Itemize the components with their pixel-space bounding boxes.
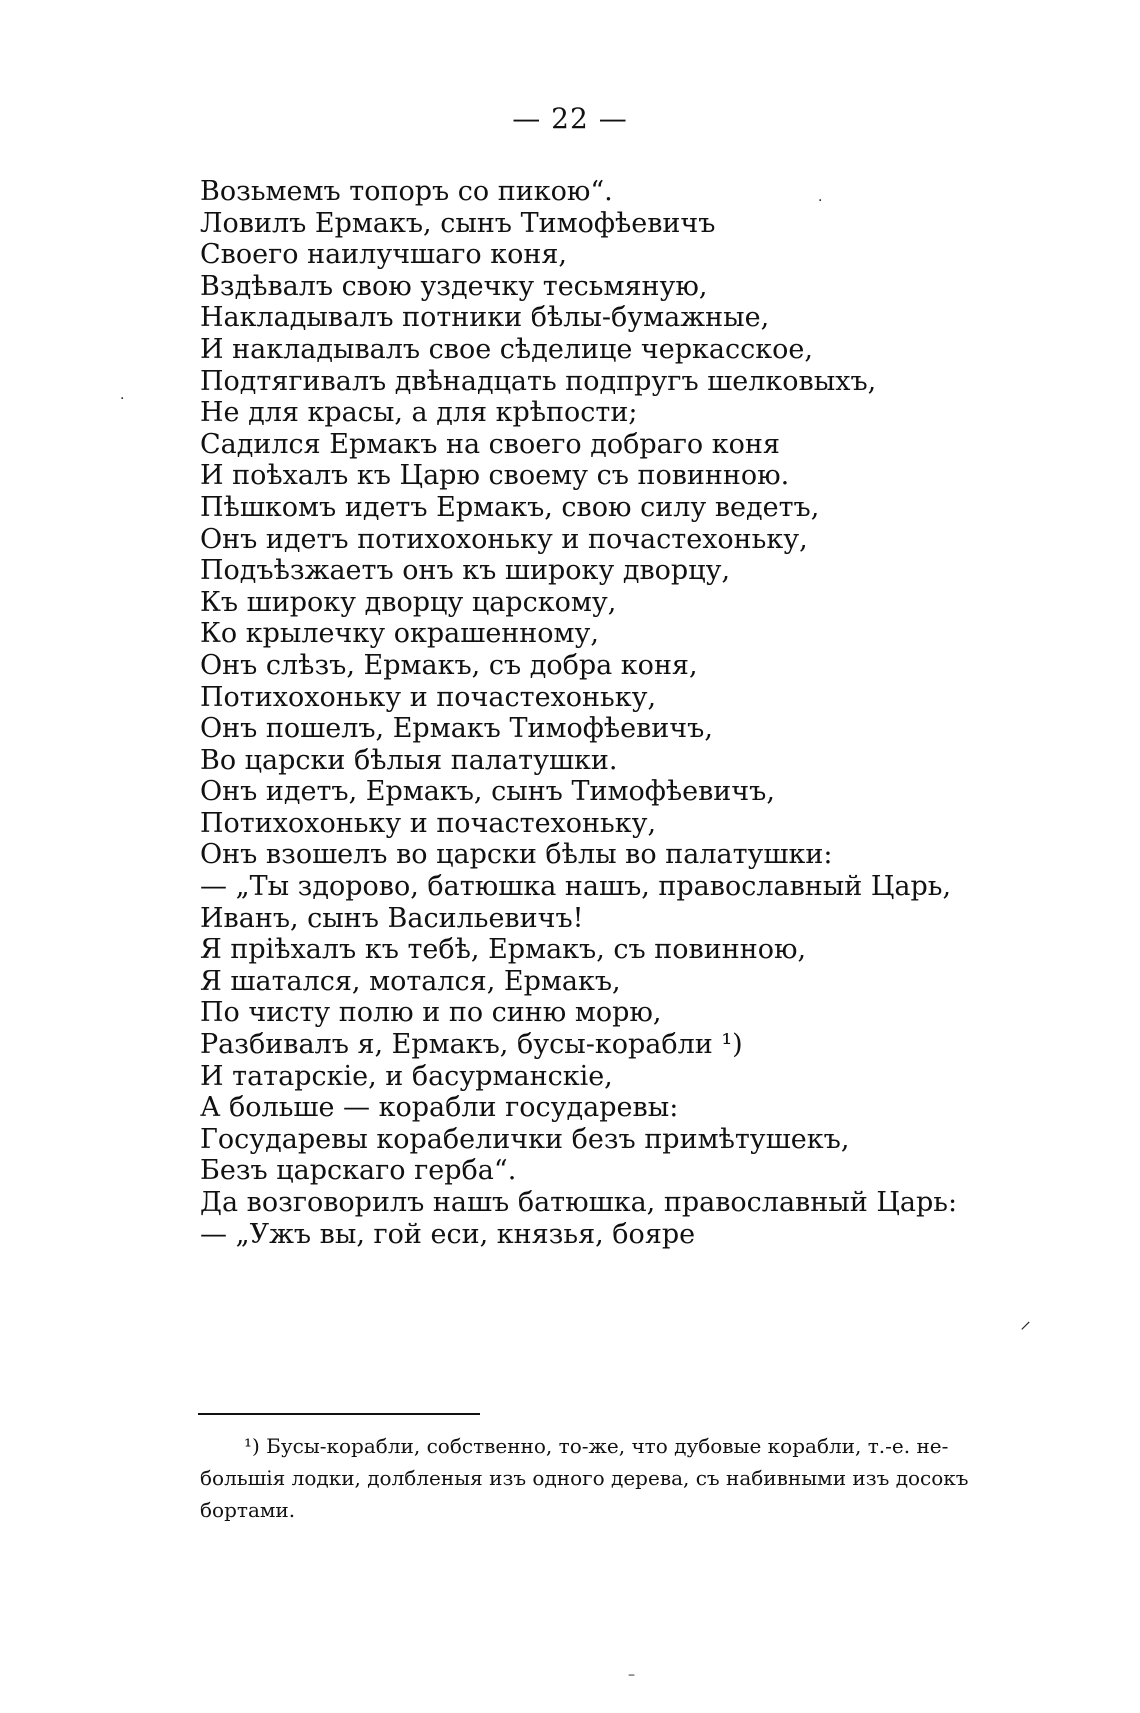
verse-line: Безъ царскаго герба“.: [200, 1155, 517, 1187]
verse-line: И татарскіе, и басурманскіе,: [200, 1060, 613, 1092]
verse-line: Я пріѣхалъ къ тебѣ, Ермакъ, съ повинною,: [200, 934, 807, 966]
verse-line: Разбивалъ я, Ермакъ, бусы-корабли ¹): [200, 1029, 743, 1061]
verse-line: И накладывалъ свое сѣделице черкасское,: [200, 333, 813, 365]
verse-line: Накладывалъ потники бѣлы-бумажные,: [200, 302, 770, 334]
print-speck: ·: [120, 391, 125, 407]
verse-line: Онъ взошелъ во царски бѣлы во палатушки:: [200, 839, 833, 871]
verse-line: Я шатался, мотался, Ермакъ,: [200, 965, 621, 997]
verse-line: И поѣхалъ къ Царю своему съ повинною.: [200, 460, 790, 492]
verse-line: Потихохоньку и почастехоньку,: [200, 681, 657, 713]
poem-text: [200, 176, 1000, 1250]
verse-line: Своего наилучшаго коня,: [200, 239, 567, 271]
verse-line: Онъ слѣзъ, Ермакъ, съ добра коня,: [200, 649, 698, 681]
footnote: [200, 1430, 1030, 1526]
verse-line: Онъ пошелъ, Ермакъ Тимофѣевичъ,: [200, 713, 713, 745]
print-speck: –: [628, 1667, 635, 1683]
verse-line: А больше — корабли государевы:: [200, 1092, 679, 1124]
verse-line: Онъ идетъ потихохоньку и почастехоньку,: [200, 523, 808, 555]
verse-line: Вздѣвалъ свою уздечку тесьмяную,: [200, 270, 708, 302]
verse-line: Возьмемъ топоръ со пикою“.: [200, 176, 613, 207]
verse-line: Да возговорилъ нашъ батюшка, православный Царь:: [200, 1187, 958, 1218]
footnote-line: большія лодки, долбленыя изъ одного дерева, съ набивными изъ досокъ: [200, 1466, 969, 1490]
print-speck: ·: [818, 193, 823, 209]
verse-line: — „Ты здорово, батюшка нашъ, православный Царь,: [200, 871, 952, 903]
verse-line: Потихохоньку и почастехоньку,: [200, 807, 657, 839]
verse-line: Онъ идетъ, Ермакъ, сынъ Тимофѣевичъ,: [200, 776, 775, 808]
footnote-line: бортами.: [200, 1498, 296, 1522]
verse-line: Не для красы, а для крѣпости;: [200, 397, 638, 429]
verse-line: Садился Ермакъ на своего добраго коня: [200, 428, 780, 460]
footnote-line: ¹) Бусы-корабли, собственно, то-же, что дубовые корабли, т.-е. не-: [244, 1434, 949, 1458]
print-speck: ⸝: [1020, 1309, 1032, 1334]
verse-line: Ловилъ Ермакъ, сынъ Тимофѣевичъ: [200, 207, 716, 239]
verse-line: Государевы корабелички безъ примѣтушекъ,: [200, 1123, 850, 1155]
verse-line: Подъѣзжаетъ онъ къ широку дворцу,: [200, 555, 731, 587]
verse-line: Подтягивалъ двѣнадцать подпругъ шелковыхъ,: [200, 365, 877, 397]
verse-line: По чисту полю и по синю морю,: [200, 997, 662, 1029]
page-number: — 22 —: [512, 102, 628, 135]
verse-line: Во царски бѣлыя палатушки.: [200, 744, 618, 776]
verse-line: Ко крылечку окрашенному,: [200, 618, 600, 650]
verse-line: Пѣшкомъ идетъ Ермакъ, свою силу ведетъ,: [200, 491, 820, 523]
verse-line: Къ широку дворцу царскому,: [200, 586, 617, 618]
verse-line: — „Ужъ вы, гой еси, князья, бояре: [200, 1218, 696, 1250]
verse-line: Иванъ, сынъ Васильевичъ!: [200, 902, 584, 934]
footnote-divider: [198, 1413, 480, 1415]
